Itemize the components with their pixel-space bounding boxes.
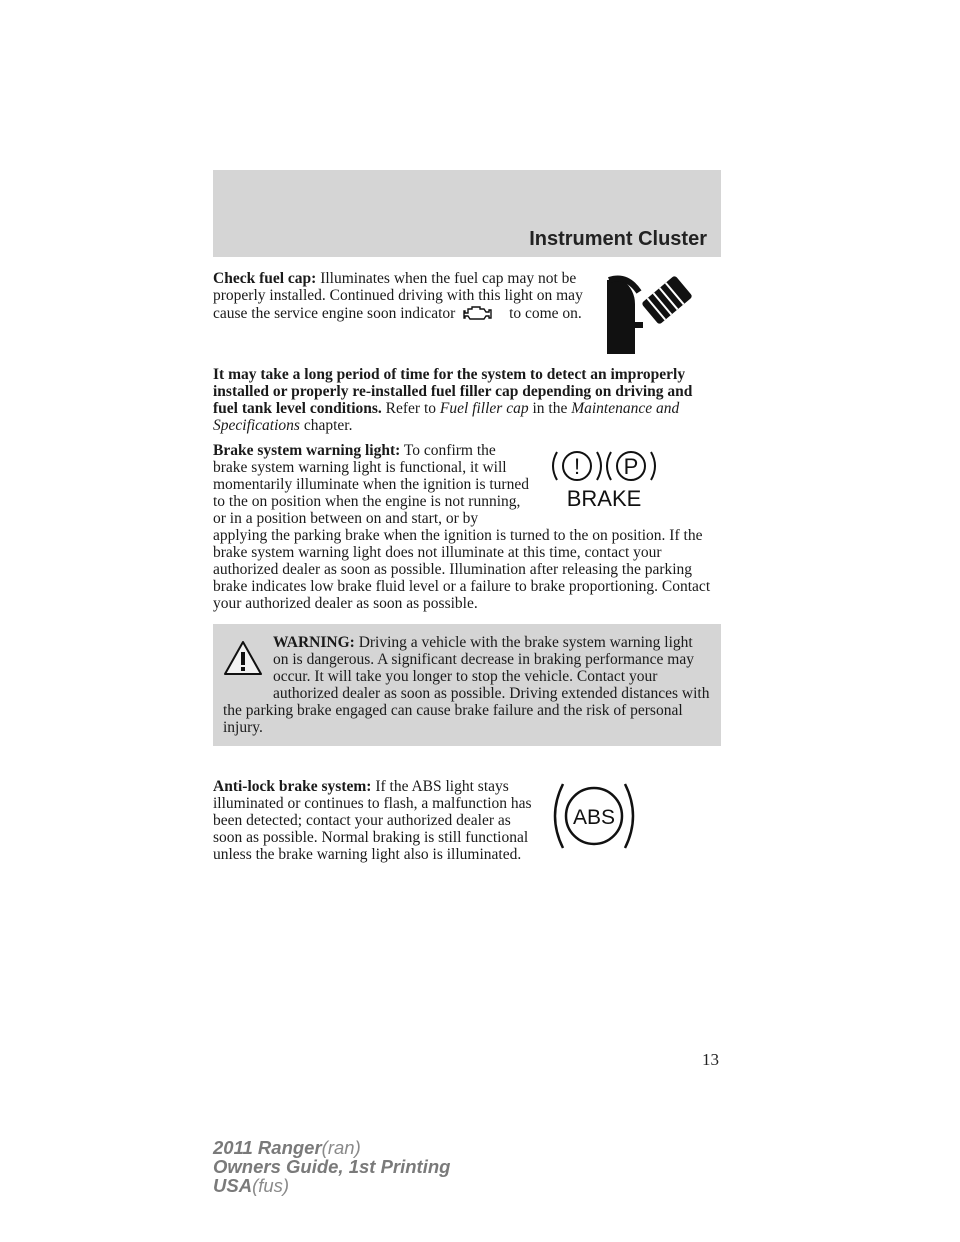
warning-paragraph bbox=[223, 634, 711, 736]
brake-section bbox=[213, 442, 721, 612]
footer-market: USA bbox=[213, 1175, 253, 1196]
header-bar bbox=[213, 170, 721, 257]
abs-heading: Anti-lock brake system: bbox=[213, 778, 372, 795]
fuel-note-refer: Refer to bbox=[385, 400, 437, 417]
abs-icon-label: ABS bbox=[572, 806, 616, 829]
footer-line-3 bbox=[213, 1176, 450, 1195]
fuel-cap-text-after: to come on. bbox=[509, 305, 582, 322]
footer bbox=[213, 1138, 450, 1195]
warning-label: WARNING: bbox=[273, 634, 355, 651]
footer-model-code: (ran) bbox=[321, 1137, 361, 1158]
brake-icon-p: P bbox=[623, 454, 639, 479]
abs-icon bbox=[549, 778, 639, 854]
footer-model: 2011 Ranger bbox=[213, 1137, 322, 1158]
warning-text: Driving a vehicle with the brake system warning light on is dangerous. A significant decrease in braking performance may occur. It will take you longer to stop the vehicle. Contact your authorized dealer as soon as possible. Driving extended distances with the parking brake engaged can cause brake failure and the risk of personal injury. bbox=[223, 634, 710, 736]
fuel-cap-heading: Check fuel cap: bbox=[213, 270, 317, 287]
footer-line-1 bbox=[213, 1138, 450, 1157]
warning-box bbox=[213, 624, 721, 746]
brake-icon-exclamation: ! bbox=[573, 454, 581, 479]
maintenance-chapter-reference: Maintenance and Specifications bbox=[213, 400, 680, 434]
page-content bbox=[213, 270, 721, 863]
engine-icon bbox=[463, 304, 493, 322]
fuel-filler-note bbox=[213, 366, 721, 434]
footer-market-code: (fus) bbox=[252, 1175, 290, 1196]
brake-heading: Brake system warning light: bbox=[213, 442, 401, 459]
brake-icon-label: BRAKE bbox=[566, 486, 642, 510]
fuel-note-in-the: in the bbox=[532, 400, 568, 417]
fuel-note-bold: It may take a long period of time for the system to detect an improperly installed or properly re-installed fuel filler cap depending on driving and fuel tank level conditions. bbox=[213, 366, 693, 417]
section-title: Instrument Cluster bbox=[529, 228, 707, 250]
footer-guide: Owners Guide, 1st Printing bbox=[213, 1156, 451, 1177]
fuel-note-chapter: chapter. bbox=[303, 417, 353, 434]
fuel-filler-cap-reference: Fuel filler cap bbox=[439, 400, 529, 417]
warning-triangle-icon bbox=[223, 640, 263, 676]
brake-warning-icon bbox=[539, 450, 669, 510]
page-number: 13 bbox=[702, 1050, 719, 1069]
fuel-cap-icon bbox=[599, 270, 699, 354]
fuel-cap-text: Illuminates when the fuel cap may not be properly installed. Continued driving with this light on may cause the service engine soon indicator bbox=[213, 270, 583, 322]
abs-section bbox=[213, 778, 721, 863]
footer-line-2 bbox=[213, 1157, 450, 1176]
brake-text: To confirm the brake system warning light is functional, it will momentarily illuminate when the ignition is turned to the on position when the engine is not running, or in a position between on and start, or by applying the parking brake when the ignition is turned to the on position. If the brake system warning light does not illuminate at this time, contact your authorized dealer as soon as possible. Illumination after releasing the parking brake indicates low brake fluid level or a failure to brake proportioning. Contact your authorized dealer as soon as possible. bbox=[213, 442, 711, 612]
abs-text: If the ABS light stays illuminated or continues to flash, a malfunction has been detected; contact your authorized dealer as soon as possible. Normal braking is still functional unless the brake warning light also is illuminated. bbox=[213, 778, 532, 863]
abs-paragraph bbox=[213, 778, 721, 863]
fuel-cap-section bbox=[213, 270, 721, 358]
